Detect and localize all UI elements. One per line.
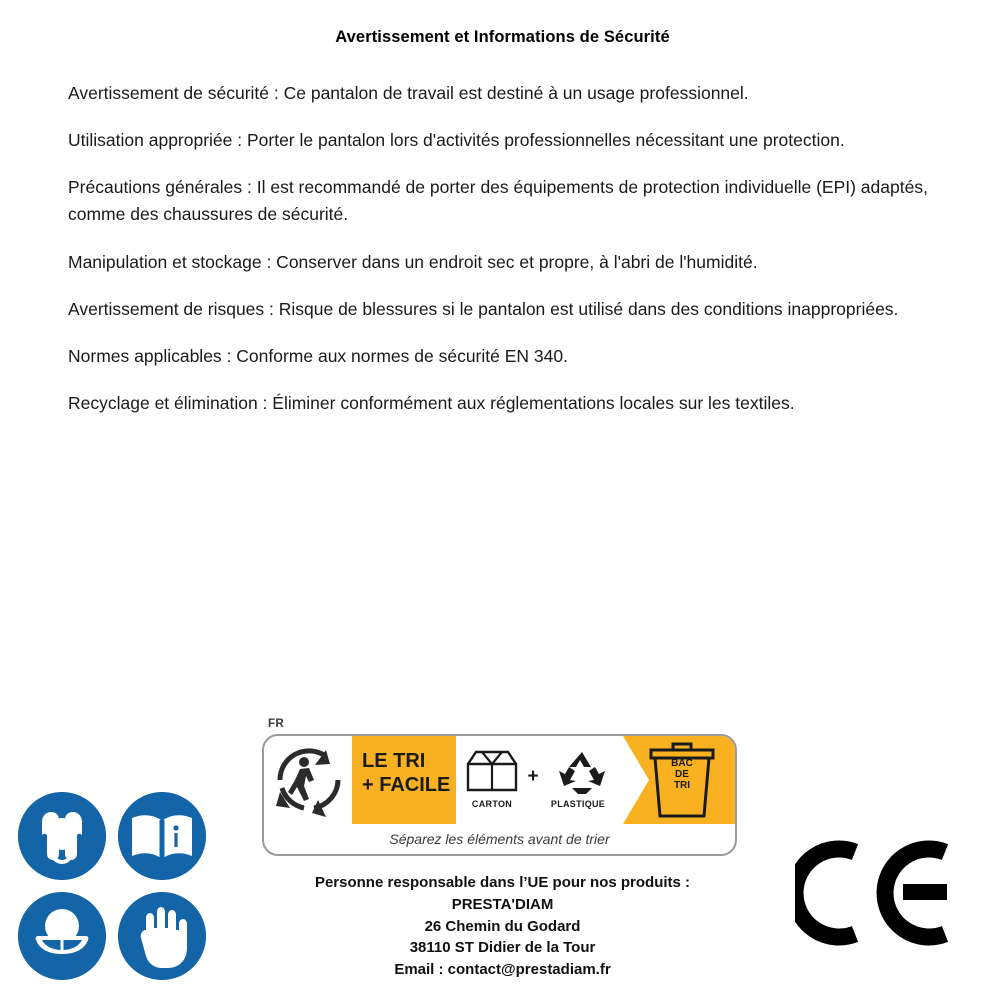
- recycling-label-box: [262, 734, 737, 856]
- paragraph-handling-storage: Manipulation et stockage : Conserver dans un endroit sec et propre, à l'abri de l'humidité.: [68, 251, 758, 272]
- plastic-caption: PLASTIQUE: [550, 799, 606, 809]
- triman-icon: [270, 742, 348, 818]
- safety-information-text: [68, 80, 938, 417]
- address-line-2: 38110 ST Didier de la Tour: [409, 939, 596, 957]
- carton-caption: CARTON: [471, 799, 513, 809]
- language-tag: FR: [268, 718, 285, 730]
- company-name: PRESTA'DIAM: [451, 895, 554, 913]
- ce-mark-icon: [795, 838, 963, 948]
- intro-ue: UE: [527, 874, 549, 891]
- paragraph-recycling-disposal: Recyclage et élimination : Éliminer conformément aux réglementations locales sur les textiles.: [68, 392, 795, 413]
- recycling-headline-line1: LE TRI: [362, 750, 426, 772]
- sorting-bin-icon: [645, 742, 719, 822]
- read-instructions-icon: [118, 792, 206, 880]
- paragraph-appropriate-use: Utilisation appropriée : Porter le pantalon lors d'activités professionnelles nécessitant une protection.: [68, 130, 845, 151]
- recycling-headline: [362, 750, 454, 797]
- carton-icon: [460, 746, 524, 796]
- recycling-items: [460, 740, 620, 822]
- recycling-label: [262, 718, 737, 858]
- paragraph-applicable-standards: Normes applicables : Conforme aux normes de sécurité EN 340.: [68, 345, 568, 366]
- bin-caption-line1: BAC: [671, 758, 693, 769]
- plus-sign: +: [527, 766, 539, 787]
- bin-caption: [659, 758, 705, 791]
- intro-before: Personne responsable dans l’: [314, 874, 528, 891]
- recycling-headline-line2: + FACILE: [362, 773, 451, 796]
- contact-email: Email : contact@prestadiam.fr: [394, 961, 611, 978]
- recycling-footer-text: Séparez les éléments avant de trier: [389, 831, 610, 847]
- bin-caption-line2: DE: [675, 769, 689, 780]
- intro-after: pour nos produits :: [548, 874, 691, 891]
- plastic-item: [540, 746, 616, 809]
- paragraph-general-precautions: Précautions générales : Il est recommandé de porter des équipements de protection individuelle (EPI) adaptés, comme des chaussures de sécurité.: [68, 177, 928, 225]
- page-title: Avertissement et Informations de Sécurité: [335, 28, 670, 46]
- paragraph-safety-warning: Avertissement de sécurité : Ce pantalon de travail est destiné à un usage professionnel.: [68, 83, 749, 103]
- carton-item: [460, 746, 524, 809]
- address-line-1: 26 Chemin du Godard: [424, 917, 581, 935]
- paragraph-risk-warning: Avertissement de risques : Risque de blessures si le pantalon est utilisé dans des conditions inappropriées.: [68, 298, 899, 319]
- bin-caption-line3: TRI: [673, 780, 691, 791]
- ear-protection-icon: [18, 792, 106, 880]
- recycle-triangle-icon: [552, 746, 612, 796]
